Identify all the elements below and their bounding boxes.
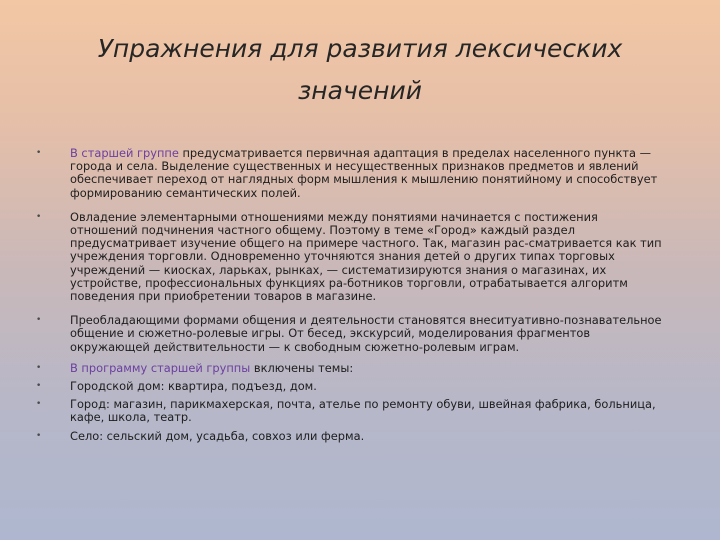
bullet-icon: • — [36, 381, 42, 392]
slide-title: Упражнения для развития лексических значений — [97, 34, 623, 105]
item-text: Село: сельский дом, усадьба, совхоз или ферма. — [70, 428, 365, 443]
list-item — [36, 430, 666, 443]
list-item — [36, 398, 666, 424]
item-text: Городской дом: квартира, подъезд, дом. — [70, 379, 317, 394]
item-text: предусматривается первичная адаптация в пределах населенного пункта — города и села. Выделение существенных и несущественных признаков предметов и явлений обеспечивает переход от наглядных форм мышления к мышлению понятийному и способствует формированию семантических полей. — [70, 146, 658, 200]
bullet-icon: • — [36, 211, 42, 222]
item-text: включены темы: — [250, 360, 354, 375]
list-item — [36, 362, 666, 375]
item-text: Город: магазин, парикмахерская, почта, ателье по ремонту обуви, швейная фабрика, больница, кафе, школа, театр. — [70, 397, 656, 425]
bullet-list — [36, 147, 666, 443]
bullet-icon: • — [36, 362, 42, 373]
list-item — [36, 314, 666, 354]
list-item — [36, 211, 666, 303]
item-text: Овладение элементарными отношениями между понятиями начинается с постижения отношений подчинения частного общему. Поэтому в теме «Город» каждый раздел предусматривает изучение общего на примере частного. Так, магазин рас-сматривается как тип учреждения торговли. Одновременно уточняются знания детей о других типах торговых учреждений — киосках, ларьках, рынках, — систематизируются знания о магазинах, их устройстве, профессиональных функциях ра-ботников торговли, отрабатывается алгоритм поведения при приобретении товаров в магазине. — [70, 209, 662, 304]
highlight-text: В программу старшей группы — [70, 360, 251, 375]
list-item — [36, 147, 666, 200]
highlight-text: В старшей группе — [70, 146, 179, 160]
list-item — [36, 380, 666, 393]
bullet-icon: • — [36, 315, 42, 326]
item-text: Преобладающими формами общения и деятельности становятся внеситуативно-познавательное общение и сюжетно-ролевые игры. От бесед, экскурсий, моделирования фрагментов окружающей действительности — к свободным сюжетно-ролевым играм. — [70, 313, 662, 354]
bullet-icon: • — [36, 430, 42, 441]
bullet-icon: • — [36, 399, 42, 410]
bullet-icon: • — [36, 148, 42, 158]
